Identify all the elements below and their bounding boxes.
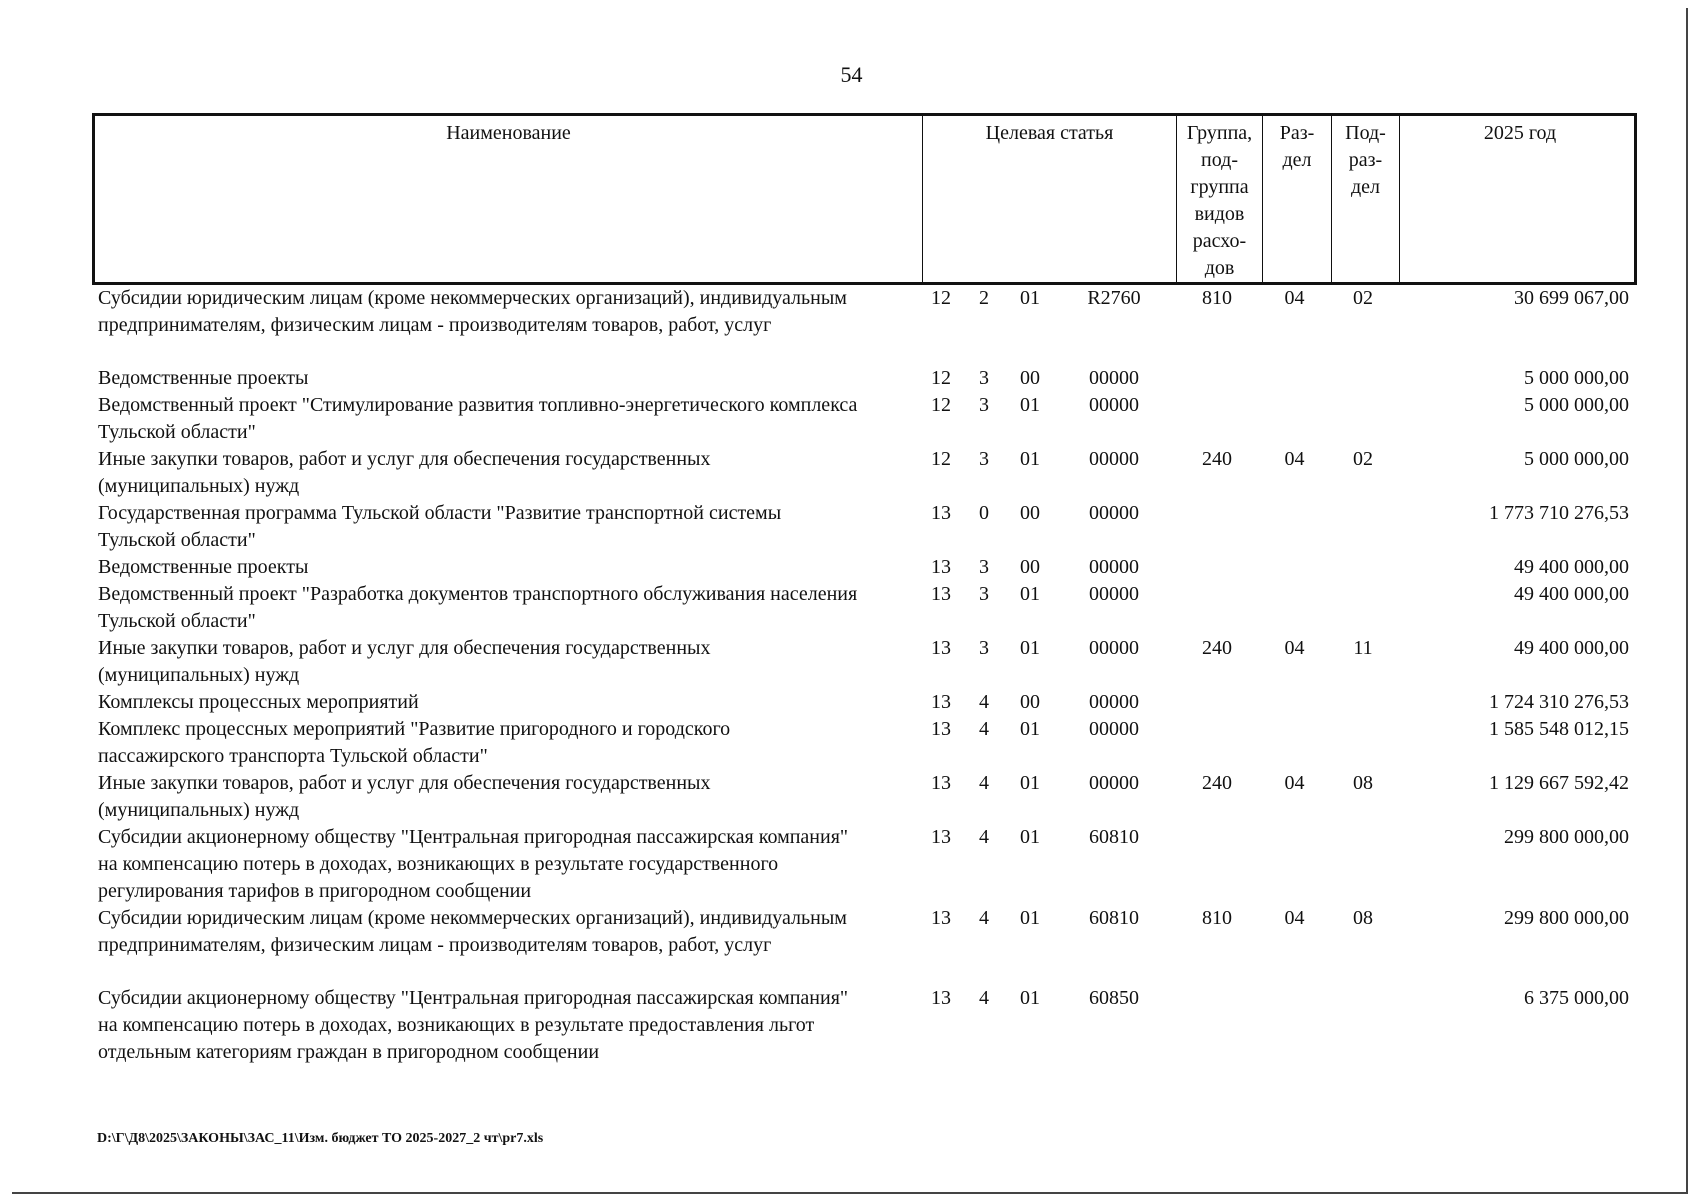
table-row: [92, 365, 1637, 392]
row-target-article: [920, 689, 1174, 716]
row-section: [1260, 554, 1329, 581]
code-program: 13: [931, 691, 951, 713]
row-target-article: [920, 824, 1174, 905]
row-target-article: [920, 554, 1174, 581]
row-section: [1260, 716, 1329, 770]
row-amount: 1 585 548 012,15: [1489, 718, 1629, 740]
code-item: 01: [1020, 394, 1040, 416]
code-direction: 60850: [1089, 987, 1139, 1009]
row-amount: 5 000 000,00: [1524, 367, 1629, 389]
row-name-line: Государственная программа Тульской области "Развитие транспортной системы: [98, 502, 782, 524]
row-subsection: [1329, 689, 1397, 716]
code-program: 13: [931, 583, 951, 605]
row-amount: 5 000 000,00: [1524, 448, 1629, 470]
row-name-line: Комплексы процессных мероприятий: [98, 691, 419, 713]
code-direction: 00000: [1089, 583, 1139, 605]
row-amount: 1 724 310 276,53: [1489, 691, 1629, 713]
code-item: 01: [1020, 637, 1040, 659]
row-target-article: [920, 635, 1174, 689]
header-subsection: [1332, 116, 1400, 282]
table-row: [92, 635, 1637, 689]
row-name: [92, 635, 920, 689]
row-name-line: Тульской области": [98, 529, 256, 551]
row-name: [92, 770, 920, 824]
row-name: [92, 392, 920, 446]
row-target-article: [920, 716, 1174, 770]
row-section: [1260, 689, 1329, 716]
row-subsection: [1329, 392, 1397, 446]
code-item: 01: [1020, 907, 1040, 929]
row-name-line: Тульской области": [98, 610, 256, 632]
row-expense-group: 240: [1202, 772, 1232, 794]
code-direction: 00000: [1089, 394, 1139, 416]
row-subsection: 02: [1353, 448, 1373, 470]
row-subsection: 02: [1353, 287, 1373, 309]
row-expense-group: 240: [1202, 637, 1232, 659]
row-amount: 49 400 000,00: [1514, 583, 1629, 605]
row-expense-group: [1174, 824, 1260, 905]
code-program: 13: [931, 772, 951, 794]
code-item: 00: [1020, 502, 1040, 524]
table-row: [92, 500, 1637, 554]
row-section: [1260, 500, 1329, 554]
header-section-line: Раз-: [1279, 122, 1315, 144]
header-expense-group-line: видов: [1194, 203, 1245, 225]
row-amount: 299 800 000,00: [1504, 907, 1629, 929]
code-program: 13: [931, 718, 951, 740]
row-name-line: отдельным категориям граждан в пригородном сообщении: [98, 1041, 600, 1063]
header-target-article: Целевая статья: [923, 116, 1177, 282]
row-name-line: Иные закупки товаров, работ и услуг для обеспечения государственных: [98, 448, 711, 470]
row-name: [92, 581, 920, 635]
code-program: 12: [931, 448, 951, 470]
header-section-line: дел: [1282, 149, 1312, 171]
row-name: [92, 985, 920, 1066]
table-row: [92, 905, 1637, 959]
code-subprogram: 3: [979, 583, 989, 605]
row-section: [1260, 824, 1329, 905]
row-target-article: [920, 985, 1174, 1066]
code-item: 00: [1020, 691, 1040, 713]
code-program: 13: [931, 987, 951, 1009]
code-subprogram: 3: [979, 556, 989, 578]
code-program: 13: [931, 502, 951, 524]
row-expense-group: [1174, 689, 1260, 716]
code-item: 00: [1020, 556, 1040, 578]
code-direction: 60810: [1089, 907, 1139, 929]
row-amount: 1 773 710 276,53: [1489, 502, 1629, 524]
table-row: [92, 581, 1637, 635]
code-item: 01: [1020, 583, 1040, 605]
row-expense-group: [1174, 716, 1260, 770]
table-row: [92, 392, 1637, 446]
row-amount: 49 400 000,00: [1514, 637, 1629, 659]
code-program: 12: [931, 367, 951, 389]
row-name-line: регулирования тарифов в пригородном сообщении: [98, 880, 532, 902]
row-name-line: Субсидии юридическим лицам (кроме некоммерческих организаций), индивидуальным: [98, 287, 847, 309]
code-direction: 00000: [1089, 367, 1139, 389]
header-expense-group-line: группа: [1190, 176, 1249, 198]
code-subprogram: 3: [979, 367, 989, 389]
row-name: [92, 554, 920, 581]
row-subsection: [1329, 554, 1397, 581]
row-name: [92, 689, 920, 716]
code-item: 01: [1020, 287, 1040, 309]
code-subprogram: 2: [979, 287, 989, 309]
table-row: [92, 446, 1637, 500]
code-item: 00: [1020, 367, 1040, 389]
code-program: 13: [931, 637, 951, 659]
row-subsection: 08: [1353, 907, 1373, 929]
row-spacer: [92, 339, 1637, 365]
code-item: 01: [1020, 718, 1040, 740]
row-subsection: [1329, 500, 1397, 554]
row-subsection: [1329, 985, 1397, 1066]
header-expense-group-line: расхо-: [1192, 230, 1247, 252]
row-target-article: [920, 285, 1174, 339]
row-name-line: Субсидии юридическим лицам (кроме некоммерческих организаций), индивидуальным: [98, 907, 847, 929]
row-amount: 1 129 667 592,42: [1489, 772, 1629, 794]
row-target-article: [920, 365, 1174, 392]
row-name-line: Ведомственный проект "Стимулирование развития топливно-энергетического комплекса: [98, 394, 858, 416]
row-name-line: Иные закупки товаров, работ и услуг для обеспечения государственных: [98, 637, 711, 659]
row-section: [1260, 392, 1329, 446]
table-row: [92, 554, 1637, 581]
header-expense-group: [1177, 116, 1263, 282]
row-target-article: [920, 770, 1174, 824]
code-program: 12: [931, 394, 951, 416]
row-name: [92, 905, 920, 959]
code-direction: 00000: [1089, 502, 1139, 524]
row-name-line: предпринимателям, физическим лицам - производителям товаров, работ, услуг: [98, 934, 772, 956]
header-section: [1263, 116, 1332, 282]
row-name-line: Ведомственные проекты: [98, 367, 309, 389]
header-name: Наименование: [95, 116, 923, 282]
row-section: 04: [1284, 637, 1305, 659]
row-section: 04: [1284, 907, 1305, 929]
row-target-article: [920, 392, 1174, 446]
code-subprogram: 4: [979, 907, 989, 929]
row-name-line: Ведомственные проекты: [98, 556, 309, 578]
code-program: 13: [931, 826, 951, 848]
row-subsection: [1329, 716, 1397, 770]
row-name: [92, 716, 920, 770]
header-expense-group-line: дов: [1204, 257, 1235, 279]
row-section: 04: [1284, 448, 1305, 470]
code-subprogram: 3: [979, 394, 989, 416]
row-section: [1260, 365, 1329, 392]
row-name: [92, 285, 920, 339]
row-name-line: (муниципальных) нужд: [98, 799, 300, 821]
code-item: 01: [1020, 772, 1040, 794]
table-row: [92, 716, 1637, 770]
row-subsection: 08: [1353, 772, 1373, 794]
row-target-article: [920, 905, 1174, 959]
row-amount: 299 800 000,00: [1504, 826, 1629, 848]
table-row: [92, 985, 1637, 1066]
code-direction: 60810: [1089, 826, 1139, 848]
code-program: 13: [931, 907, 951, 929]
row-name-line: Ведомственный проект "Разработка документов транспортного обслуживания населения: [98, 583, 858, 605]
row-expense-group: 240: [1202, 448, 1232, 470]
row-name: [92, 500, 920, 554]
row-name-line: (муниципальных) нужд: [98, 475, 300, 497]
row-target-article: [920, 446, 1174, 500]
row-name: [92, 446, 920, 500]
header-expense-group-line: под-: [1201, 149, 1238, 171]
row-expense-group: [1174, 985, 1260, 1066]
row-name-line: Тульской области": [98, 421, 256, 443]
row-amount: 5 000 000,00: [1524, 394, 1629, 416]
code-direction: 00000: [1089, 691, 1139, 713]
code-item: 01: [1020, 448, 1040, 470]
row-expense-group: [1174, 554, 1260, 581]
footer-file-path: D:\Г\Д8\2025\ЗАКОНЫ\ЗАС_11\Изм. бюджет ТО 2025-2027_2 чт\pr7.xls: [97, 1131, 544, 1146]
code-item: 01: [1020, 987, 1040, 1009]
row-subsection: [1329, 365, 1397, 392]
row-subsection: 11: [1353, 637, 1373, 659]
row-amount: 6 375 000,00: [1524, 987, 1629, 1009]
table-body: [92, 285, 1637, 1066]
header-year: 2025 год: [1483, 122, 1557, 144]
budget-table: [92, 113, 1637, 1066]
row-expense-group: 810: [1202, 287, 1232, 309]
code-item: 01: [1020, 826, 1040, 848]
code-direction: 00000: [1089, 772, 1139, 794]
row-name-line: предпринимателям, физическим лицам - производителям товаров, работ, услуг: [98, 314, 772, 336]
row-expense-group: [1174, 500, 1260, 554]
code-subprogram: 0: [979, 502, 989, 524]
code-subprogram: 4: [979, 826, 989, 848]
row-subsection: [1329, 824, 1397, 905]
row-name-line: на компенсацию потерь в доходах, возникающих в результате государственного: [98, 853, 779, 875]
row-name-line: Иные закупки товаров, работ и услуг для обеспечения государственных: [98, 772, 711, 794]
code-subprogram: 4: [979, 691, 989, 713]
row-subsection: [1329, 581, 1397, 635]
row-name-line: на компенсацию потерь в доходах, возникающих в результате предоставления льгот: [98, 1014, 815, 1036]
row-section: 04: [1284, 772, 1305, 794]
row-target-article: [920, 581, 1174, 635]
row-expense-group: 810: [1202, 907, 1232, 929]
row-section: 04: [1284, 287, 1305, 309]
code-direction: 00000: [1089, 448, 1139, 470]
page-number: 54: [840, 62, 863, 87]
row-expense-group: [1174, 392, 1260, 446]
code-direction: 00000: [1089, 718, 1139, 740]
code-subprogram: 4: [979, 987, 989, 1009]
code-program: 12: [931, 287, 951, 309]
row-amount: 30 699 067,00: [1514, 287, 1629, 309]
row-section: [1260, 985, 1329, 1066]
row-name-line: Комплекс процессных мероприятий "Развитие пригородного и городского: [98, 718, 731, 740]
table-header: [92, 113, 1637, 285]
row-section: [1260, 581, 1329, 635]
row-name: [92, 824, 920, 905]
row-name-line: Субсидии акционерному обществу "Центральная пригородная пассажирская компания": [98, 826, 849, 848]
code-subprogram: 3: [979, 448, 989, 470]
row-name-line: пассажирского транспорта Тульской области": [98, 745, 488, 767]
row-name-line: (муниципальных) нужд: [98, 664, 300, 686]
row-expense-group: [1174, 365, 1260, 392]
row-spacer: [92, 959, 1637, 985]
code-program: 13: [931, 556, 951, 578]
header-subsection-line: дел: [1350, 176, 1381, 198]
code-subprogram: 4: [979, 718, 989, 740]
row-target-article: [920, 500, 1174, 554]
row-expense-group: [1174, 581, 1260, 635]
header-subsection-line: Под-: [1345, 122, 1386, 144]
code-direction: 00000: [1089, 637, 1139, 659]
table-row: [92, 689, 1637, 716]
table-row: [92, 285, 1637, 339]
table-row: [92, 824, 1637, 905]
code-direction: R2760: [1087, 287, 1141, 309]
row-name: [92, 365, 920, 392]
table-row: [92, 770, 1637, 824]
code-direction: 00000: [1089, 556, 1139, 578]
header-expense-group-line: Группа,: [1186, 122, 1253, 144]
code-subprogram: 3: [979, 637, 989, 659]
row-amount: 49 400 000,00: [1514, 556, 1629, 578]
code-subprogram: 4: [979, 772, 989, 794]
header-subsection-line: раз-: [1348, 149, 1383, 171]
row-name-line: Субсидии акционерному обществу "Центральная пригородная пассажирская компания": [98, 987, 849, 1009]
